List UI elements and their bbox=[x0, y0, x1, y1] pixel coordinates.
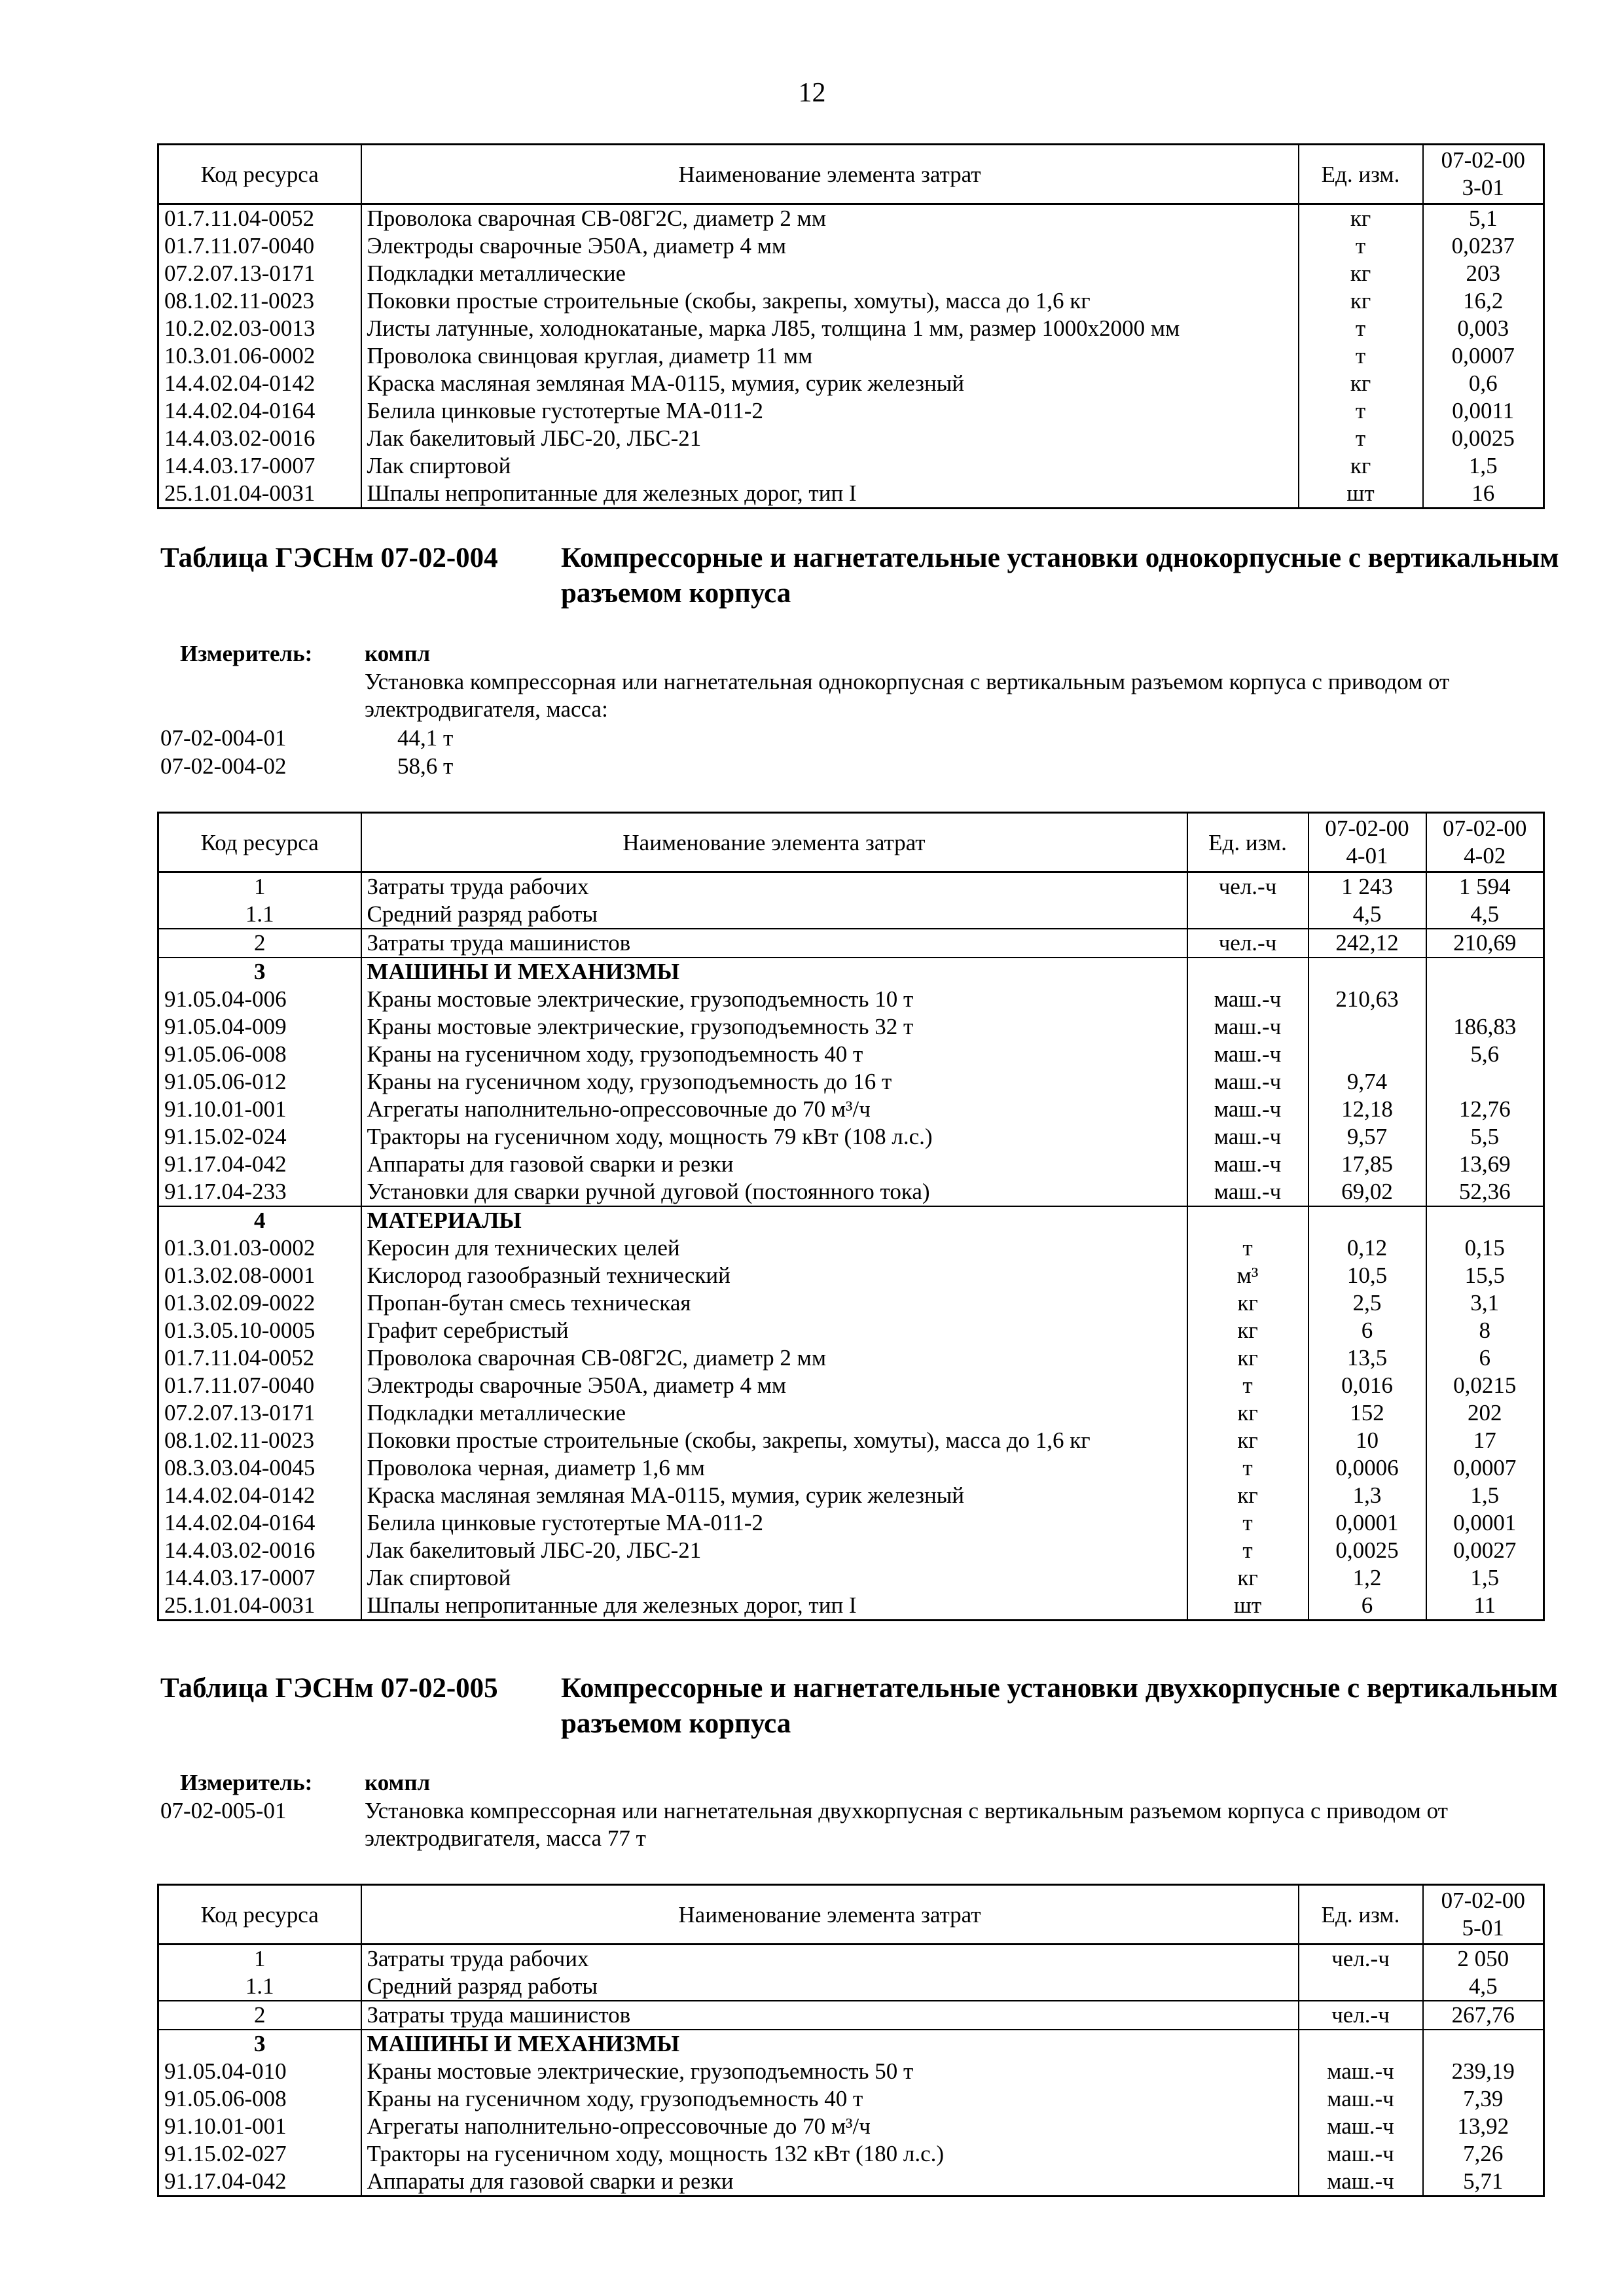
cell-v2: 8 bbox=[1426, 1317, 1544, 1344]
cell-unit: маш.-ч bbox=[1187, 986, 1308, 1013]
cell-v2: 5,5 bbox=[1426, 1123, 1544, 1151]
header-unit: Ед. изм. bbox=[1299, 1885, 1423, 1945]
cell-unit bbox=[1187, 958, 1308, 986]
table-row bbox=[158, 342, 1544, 370]
table-row bbox=[158, 315, 1544, 342]
meter-description: Установка компрессорная или нагнетательная двухкорпусная с вертикальным разъемом корпуса с приводом от электродвигателя, масса 77 т bbox=[365, 1798, 1448, 1851]
table-row bbox=[158, 1454, 1544, 1482]
cell-v1: 5,71 bbox=[1423, 2168, 1544, 2197]
page-number: 12 bbox=[798, 78, 826, 108]
cell-name: Краны мостовые электрические, грузоподъемность 32 т bbox=[361, 1013, 1187, 1041]
cell-code: 91.15.02-027 bbox=[158, 2140, 361, 2168]
cell-v1: 0,003 bbox=[1423, 315, 1544, 342]
cell-v1: 7,26 bbox=[1423, 2140, 1544, 2168]
cell-name: Электроды сварочные Э50А, диаметр 4 мм bbox=[361, 232, 1299, 260]
cell-unit: т bbox=[1299, 425, 1423, 452]
cell-v1: 0,0237 bbox=[1423, 232, 1544, 260]
cell-code: 91.05.04-009 bbox=[158, 1013, 361, 1041]
table-row bbox=[158, 2113, 1544, 2140]
cell-name: Лак спиртовой bbox=[361, 1564, 1187, 1592]
cell-code: 14.4.03.02-0016 bbox=[158, 425, 361, 452]
cell-v2 bbox=[1426, 1206, 1544, 1234]
cell-name: Краны мостовые электрические, грузоподъемность 50 т bbox=[361, 2058, 1299, 2085]
cell-v2: 1,5 bbox=[1426, 1482, 1544, 1509]
cell-v1: 6 bbox=[1308, 1592, 1426, 1621]
cell-code: 01.7.11.07-0040 bbox=[158, 232, 361, 260]
table-row bbox=[158, 1234, 1544, 1262]
cell-v2: 4,5 bbox=[1426, 901, 1544, 929]
cell-unit: кг bbox=[1187, 1344, 1308, 1372]
cell-v1: 0,0025 bbox=[1308, 1537, 1426, 1564]
table-row bbox=[158, 2168, 1544, 2197]
header-code: Код ресурса bbox=[158, 1885, 361, 1945]
cell-name: Лак бакелитовый ЛБС-20, ЛБС-21 bbox=[361, 425, 1299, 452]
cell-unit: т bbox=[1299, 342, 1423, 370]
cell-name: Поковки простые строительные (скобы, закрепы, хомуты), масса до 1,6 кг bbox=[361, 287, 1299, 315]
table-row bbox=[158, 1592, 1544, 1621]
table-row bbox=[158, 958, 1544, 986]
cell-v2: 11 bbox=[1426, 1592, 1544, 1621]
cell-name: Белила цинковые густотертые МА-011-2 bbox=[361, 1509, 1187, 1537]
cell-name: Шпалы непропитанные для железных дорог, тип I bbox=[361, 1592, 1187, 1621]
cell-code: 91.10.01-001 bbox=[158, 1096, 361, 1123]
cell-code: 91.15.02-024 bbox=[158, 1123, 361, 1151]
table-row bbox=[158, 872, 1544, 901]
cell-v2 bbox=[1426, 958, 1544, 986]
cell-code: 14.4.03.17-0007 bbox=[158, 1564, 361, 1592]
cell-code: 01.3.02.09-0022 bbox=[158, 1289, 361, 1317]
cell-v1 bbox=[1308, 1206, 1426, 1234]
header-name: Наименование элемента затрат bbox=[361, 813, 1187, 872]
cell-code: 91.05.06-008 bbox=[158, 2085, 361, 2113]
header-name: Наименование элемента затрат bbox=[361, 145, 1299, 204]
cell-v1: 4,5 bbox=[1423, 1973, 1544, 2001]
table-row bbox=[158, 1096, 1544, 1123]
cell-code: 14.4.02.04-0142 bbox=[158, 1482, 361, 1509]
cell-code: 2 bbox=[158, 929, 361, 958]
table-row bbox=[158, 2085, 1544, 2113]
cell-v2: 1 594 bbox=[1426, 872, 1544, 901]
cell-v1: 239,19 bbox=[1423, 2058, 1544, 2085]
table-header-row bbox=[158, 813, 1544, 872]
table-row bbox=[158, 1399, 1544, 1427]
cell-v1: 0,0025 bbox=[1423, 425, 1544, 452]
cell-code: 01.7.11.07-0040 bbox=[158, 1372, 361, 1399]
cell-v1: 2 050 bbox=[1423, 1945, 1544, 1973]
cell-name: Поковки простые строительные (скобы, закрепы, хомуты), масса до 1,6 кг bbox=[361, 1427, 1187, 1454]
header-col2: 07-02-004-02 bbox=[1426, 813, 1544, 872]
cell-name: Кислород газообразный технический bbox=[361, 1262, 1187, 1289]
cell-v2: 186,83 bbox=[1426, 1013, 1544, 1041]
cell-code: 4 bbox=[158, 1206, 361, 1234]
item-code: 07-02-004-02 bbox=[160, 753, 287, 779]
cell-unit: чел.-ч bbox=[1187, 872, 1308, 901]
cell-code: 14.4.02.04-0164 bbox=[158, 1509, 361, 1537]
cell-unit: маш.-ч bbox=[1299, 2113, 1423, 2140]
cell-unit: кг bbox=[1187, 1399, 1308, 1427]
cell-unit: маш.-ч bbox=[1187, 1178, 1308, 1206]
cell-name: Средний разряд работы bbox=[361, 1973, 1299, 2001]
cell-v2: 12,76 bbox=[1426, 1096, 1544, 1123]
cell-unit: т bbox=[1299, 315, 1423, 342]
cell-name: Краны на гусеничном ходу, грузоподъемность до 16 т bbox=[361, 1068, 1187, 1096]
cell-v2: 13,69 bbox=[1426, 1151, 1544, 1178]
cell-v1: 12,18 bbox=[1308, 1096, 1426, 1123]
cell-v1: 0,0006 bbox=[1308, 1454, 1426, 1482]
table-row bbox=[158, 260, 1544, 287]
cell-unit bbox=[1187, 1206, 1308, 1234]
cell-unit: т bbox=[1187, 1372, 1308, 1399]
cell-unit: кг bbox=[1299, 452, 1423, 480]
item-code: 07-02-005-01 bbox=[160, 1798, 287, 1823]
cell-code: 10.2.02.03-0013 bbox=[158, 315, 361, 342]
cell-code: 1 bbox=[158, 872, 361, 901]
table-row bbox=[158, 1151, 1544, 1178]
cell-v1: 17,85 bbox=[1308, 1151, 1426, 1178]
table-row bbox=[158, 986, 1544, 1013]
table-row bbox=[158, 1509, 1544, 1537]
table-row bbox=[158, 2058, 1544, 2085]
cell-code: 91.05.04-006 bbox=[158, 986, 361, 1013]
cell-name: Тракторы на гусеничном ходу, мощность 132 кВт (180 л.с.) bbox=[361, 2140, 1299, 2168]
table-header-row bbox=[158, 145, 1544, 204]
cell-code: 08.3.03.04-0045 bbox=[158, 1454, 361, 1482]
cell-v1: 10,5 bbox=[1308, 1262, 1426, 1289]
resource-table-07-02-004 bbox=[157, 812, 1545, 1621]
cell-v2 bbox=[1426, 1068, 1544, 1096]
cell-unit bbox=[1187, 901, 1308, 929]
cell-unit: маш.-ч bbox=[1299, 2140, 1423, 2168]
cell-unit: т bbox=[1187, 1537, 1308, 1564]
cell-name: Лак спиртовой bbox=[361, 452, 1299, 480]
cell-v1: 10 bbox=[1308, 1427, 1426, 1454]
cell-name: Проволока сварочная СВ-08Г2С, диаметр 2 мм bbox=[361, 1344, 1187, 1372]
header-unit: Ед. изм. bbox=[1187, 813, 1308, 872]
cell-name: Затраты труда рабочих bbox=[361, 1945, 1299, 1973]
cell-name: Проволока свинцовая круглая, диаметр 11 мм bbox=[361, 342, 1299, 370]
cell-v1 bbox=[1423, 2030, 1544, 2058]
cell-name: Пропан-бутан смесь техническая bbox=[361, 1289, 1187, 1317]
cell-name: Краны мостовые электрические, грузоподъемность 10 т bbox=[361, 986, 1187, 1013]
cell-v1: 242,12 bbox=[1308, 929, 1426, 958]
cell-v1: 0,0011 bbox=[1423, 397, 1544, 425]
cell-v2: 0,0027 bbox=[1426, 1537, 1544, 1564]
cell-v1: 0,12 bbox=[1308, 1234, 1426, 1262]
cell-unit: кг bbox=[1187, 1289, 1308, 1317]
cell-name: МАТЕРИАЛЫ bbox=[361, 1206, 1187, 1234]
cell-name: Графит серебристый bbox=[361, 1317, 1187, 1344]
item-value: 58,6 т bbox=[397, 753, 454, 779]
table-row bbox=[158, 1262, 1544, 1289]
cell-v1: 5,1 bbox=[1423, 204, 1544, 233]
cell-unit bbox=[1299, 2030, 1423, 2058]
cell-v1 bbox=[1308, 958, 1426, 986]
cell-unit: кг bbox=[1299, 370, 1423, 397]
cell-unit: т bbox=[1187, 1454, 1308, 1482]
cell-name: Агрегаты наполнительно-опрессовочные до 70 м³/ч bbox=[361, 1096, 1187, 1123]
cell-name: Затраты труда машинистов bbox=[361, 2001, 1299, 2030]
cell-unit: чел.-ч bbox=[1299, 2001, 1423, 2030]
header-col1: 07-02-004-01 bbox=[1308, 813, 1426, 872]
cell-unit: маш.-ч bbox=[1187, 1068, 1308, 1096]
table-row bbox=[158, 901, 1544, 929]
cell-name: Листы латунные, холоднокатаные, марка Л85, толщина 1 мм, размер 1000х2000 мм bbox=[361, 315, 1299, 342]
cell-unit: кг bbox=[1187, 1564, 1308, 1592]
cell-v1: 0,016 bbox=[1308, 1372, 1426, 1399]
cell-v2: 17 bbox=[1426, 1427, 1544, 1454]
table-row bbox=[158, 1945, 1544, 1973]
cell-unit: шт bbox=[1299, 480, 1423, 509]
cell-code: 08.1.02.11-0023 bbox=[158, 287, 361, 315]
table-row bbox=[158, 480, 1544, 509]
meter-label: Измеритель: bbox=[180, 641, 313, 666]
table-row bbox=[158, 425, 1544, 452]
cell-v1: 69,02 bbox=[1308, 1178, 1426, 1206]
cell-v2: 1,5 bbox=[1426, 1564, 1544, 1592]
table-name: Компрессорные и нагнетательные установки двухкорпусные с вертикальным разъемом корпуса bbox=[561, 1673, 1558, 1739]
item-code: 07-02-004-01 bbox=[160, 725, 287, 751]
cell-unit: маш.-ч bbox=[1299, 2168, 1423, 2197]
cell-v1 bbox=[1308, 1041, 1426, 1068]
cell-name: Краны на гусеничном ходу, грузоподъемность 40 т bbox=[361, 2085, 1299, 2113]
header-code: Код ресурса bbox=[158, 145, 361, 204]
meter-unit: компл bbox=[365, 1770, 431, 1795]
cell-v2: 202 bbox=[1426, 1399, 1544, 1427]
meter-label: Измеритель: bbox=[180, 1770, 313, 1795]
cell-unit: м³ bbox=[1187, 1262, 1308, 1289]
cell-v1 bbox=[1308, 1013, 1426, 1041]
cell-name: Лак бакелитовый ЛБС-20, ЛБС-21 bbox=[361, 1537, 1187, 1564]
cell-name: Затраты труда рабочих bbox=[361, 872, 1187, 901]
table-row bbox=[158, 1537, 1544, 1564]
cell-name: Тракторы на гусеничном ходу, мощность 79 кВт (108 л.с.) bbox=[361, 1123, 1187, 1151]
table-row bbox=[158, 1289, 1544, 1317]
cell-code: 91.05.04-010 bbox=[158, 2058, 361, 2085]
cell-unit: шт bbox=[1187, 1592, 1308, 1621]
table-code: Таблица ГЭСНм 07-02-005 bbox=[160, 1673, 498, 1704]
cell-unit: маш.-ч bbox=[1187, 1013, 1308, 1041]
cell-name: Проволока черная, диаметр 1,6 мм bbox=[361, 1454, 1187, 1482]
cell-code: 1 bbox=[158, 1945, 361, 1973]
cell-code: 01.7.11.04-0052 bbox=[158, 1344, 361, 1372]
cell-name: МАШИНЫ И МЕХАНИЗМЫ bbox=[361, 958, 1187, 986]
cell-code: 3 bbox=[158, 958, 361, 986]
cell-name: Средний разряд работы bbox=[361, 901, 1187, 929]
table-row bbox=[158, 1068, 1544, 1096]
header-name: Наименование элемента затрат bbox=[361, 1885, 1299, 1945]
cell-name: Краска масляная земляная МА-0115, мумия, сурик железный bbox=[361, 1482, 1187, 1509]
table-row bbox=[158, 1344, 1544, 1372]
table-row bbox=[158, 1482, 1544, 1509]
meter-description: Установка компрессорная или нагнетательная однокорпусная с вертикальным разъемом корпуса с приводом от электродвигателя, масса: bbox=[365, 669, 1450, 722]
cell-code: 08.1.02.11-0023 bbox=[158, 1427, 361, 1454]
cell-code: 14.4.02.04-0164 bbox=[158, 397, 361, 425]
cell-v1: 152 bbox=[1308, 1399, 1426, 1427]
cell-code: 01.3.01.03-0002 bbox=[158, 1234, 361, 1262]
table-row bbox=[158, 1372, 1544, 1399]
cell-code: 91.05.06-008 bbox=[158, 1041, 361, 1068]
cell-code: 01.3.05.10-0005 bbox=[158, 1317, 361, 1344]
header-unit: Ед. изм. bbox=[1299, 145, 1423, 204]
cell-unit: кг bbox=[1187, 1427, 1308, 1454]
cell-v1: 6 bbox=[1308, 1317, 1426, 1344]
cell-name: МАШИНЫ И МЕХАНИЗМЫ bbox=[361, 2030, 1299, 2058]
cell-v1: 16 bbox=[1423, 480, 1544, 509]
header-col1: 07-02-005-01 bbox=[1423, 1885, 1544, 1945]
cell-v2: 0,15 bbox=[1426, 1234, 1544, 1262]
table-row bbox=[158, 2030, 1544, 2058]
cell-v2: 3,1 bbox=[1426, 1289, 1544, 1317]
cell-code: 01.3.02.08-0001 bbox=[158, 1262, 361, 1289]
cell-unit: маш.-ч bbox=[1187, 1123, 1308, 1151]
item-value: 44,1 т bbox=[397, 725, 454, 751]
cell-unit bbox=[1299, 1973, 1423, 2001]
cell-v1: 1,2 bbox=[1308, 1564, 1426, 1592]
cell-unit: т bbox=[1187, 1509, 1308, 1537]
table-row bbox=[158, 287, 1544, 315]
cell-code: 2 bbox=[158, 2001, 361, 2030]
table-row bbox=[158, 1973, 1544, 2001]
cell-v1: 0,6 bbox=[1423, 370, 1544, 397]
cell-v1: 203 bbox=[1423, 260, 1544, 287]
cell-code: 14.4.02.04-0142 bbox=[158, 370, 361, 397]
resource-table-07-02-005 bbox=[157, 1884, 1545, 2197]
cell-code: 07.2.07.13-0171 bbox=[158, 260, 361, 287]
header-code: Код ресурса bbox=[158, 813, 361, 872]
cell-code: 25.1.01.04-0031 bbox=[158, 480, 361, 509]
table-row bbox=[158, 1013, 1544, 1041]
cell-unit: т bbox=[1187, 1234, 1308, 1262]
cell-v1: 210,63 bbox=[1308, 986, 1426, 1013]
cell-v2: 5,6 bbox=[1426, 1041, 1544, 1068]
cell-name: Установки для сварки ручной дуговой (постоянного тока) bbox=[361, 1178, 1187, 1206]
cell-name: Шпалы непропитанные для железных дорог, тип I bbox=[361, 480, 1299, 509]
cell-v2: 210,69 bbox=[1426, 929, 1544, 958]
table-row bbox=[158, 232, 1544, 260]
table-header-row bbox=[158, 1885, 1544, 1945]
table-row bbox=[158, 929, 1544, 958]
cell-name: Краны на гусеничном ходу, грузоподъемность 40 т bbox=[361, 1041, 1187, 1068]
cell-unit: кг bbox=[1187, 1482, 1308, 1509]
table-row bbox=[158, 1564, 1544, 1592]
cell-v2: 0,0001 bbox=[1426, 1509, 1544, 1537]
cell-unit: кг bbox=[1299, 260, 1423, 287]
cell-code: 14.4.03.02-0016 bbox=[158, 1537, 361, 1564]
cell-code: 07.2.07.13-0171 bbox=[158, 1399, 361, 1427]
cell-code: 10.3.01.06-0002 bbox=[158, 342, 361, 370]
cell-name: Подкладки металлические bbox=[361, 260, 1299, 287]
meter-unit: компл bbox=[365, 641, 431, 666]
table-name: Компрессорные и нагнетательные установки однокорпусные с вертикальным разъемом корпуса bbox=[561, 543, 1559, 609]
cell-unit: маш.-ч bbox=[1187, 1041, 1308, 1068]
table-row bbox=[158, 1206, 1544, 1234]
cell-code: 91.05.06-012 bbox=[158, 1068, 361, 1096]
cell-v2: 52,36 bbox=[1426, 1178, 1544, 1206]
resource-table-07-02-003 bbox=[157, 143, 1545, 509]
cell-name: Подкладки металлические bbox=[361, 1399, 1187, 1427]
table-row bbox=[158, 1427, 1544, 1454]
cell-v2 bbox=[1426, 986, 1544, 1013]
cell-v1: 9,57 bbox=[1308, 1123, 1426, 1151]
cell-code: 91.10.01-001 bbox=[158, 2113, 361, 2140]
table-code: Таблица ГЭСНм 07-02-004 bbox=[160, 543, 498, 573]
cell-v1: 2,5 bbox=[1308, 1289, 1426, 1317]
table-row bbox=[158, 397, 1544, 425]
table-row bbox=[158, 1041, 1544, 1068]
cell-v1: 16,2 bbox=[1423, 287, 1544, 315]
table-row bbox=[158, 2001, 1544, 2030]
cell-unit: маш.-ч bbox=[1187, 1096, 1308, 1123]
cell-v2: 15,5 bbox=[1426, 1262, 1544, 1289]
cell-name: Краска масляная земляная МА-0115, мумия, сурик железный bbox=[361, 370, 1299, 397]
cell-unit: т bbox=[1299, 232, 1423, 260]
cell-code: 01.7.11.04-0052 bbox=[158, 204, 361, 233]
cell-unit: маш.-ч bbox=[1299, 2085, 1423, 2113]
cell-unit: маш.-ч bbox=[1299, 2058, 1423, 2085]
table-row bbox=[158, 1317, 1544, 1344]
header-col1: 07-02-003-01 bbox=[1423, 145, 1544, 204]
cell-v1: 4,5 bbox=[1308, 901, 1426, 929]
cell-unit: кг bbox=[1299, 287, 1423, 315]
table-row bbox=[158, 452, 1544, 480]
cell-v1: 1 243 bbox=[1308, 872, 1426, 901]
cell-unit: кг bbox=[1187, 1317, 1308, 1344]
table-row bbox=[158, 370, 1544, 397]
cell-name: Аппараты для газовой сварки и резки bbox=[361, 2168, 1299, 2197]
cell-unit: чел.-ч bbox=[1299, 1945, 1423, 1973]
cell-v1: 13,92 bbox=[1423, 2113, 1544, 2140]
cell-code: 1.1 bbox=[158, 1973, 361, 2001]
cell-unit: чел.-ч bbox=[1187, 929, 1308, 958]
cell-v2: 6 bbox=[1426, 1344, 1544, 1372]
cell-v1: 13,5 bbox=[1308, 1344, 1426, 1372]
cell-v2: 0,0215 bbox=[1426, 1372, 1544, 1399]
cell-name: Затраты труда машинистов bbox=[361, 929, 1187, 958]
table-row bbox=[158, 1123, 1544, 1151]
cell-v1: 267,76 bbox=[1423, 2001, 1544, 2030]
cell-name: Аппараты для газовой сварки и резки bbox=[361, 1151, 1187, 1178]
cell-unit: кг bbox=[1299, 204, 1423, 233]
cell-name: Электроды сварочные Э50А, диаметр 4 мм bbox=[361, 1372, 1187, 1399]
cell-v2: 0,0007 bbox=[1426, 1454, 1544, 1482]
cell-name: Белила цинковые густотертые МА-011-2 bbox=[361, 397, 1299, 425]
cell-name: Агрегаты наполнительно-опрессовочные до 70 м³/ч bbox=[361, 2113, 1299, 2140]
cell-unit: т bbox=[1299, 397, 1423, 425]
table-row bbox=[158, 204, 1544, 233]
cell-v1: 7,39 bbox=[1423, 2085, 1544, 2113]
table-row bbox=[158, 2140, 1544, 2168]
cell-code: 91.17.04-042 bbox=[158, 2168, 361, 2197]
cell-v1: 9,74 bbox=[1308, 1068, 1426, 1096]
cell-code: 91.17.04-042 bbox=[158, 1151, 361, 1178]
cell-v1: 0,0001 bbox=[1308, 1509, 1426, 1537]
cell-v1: 0,0007 bbox=[1423, 342, 1544, 370]
cell-code: 14.4.03.17-0007 bbox=[158, 452, 361, 480]
table-row bbox=[158, 1178, 1544, 1206]
cell-v1: 1,5 bbox=[1423, 452, 1544, 480]
cell-v1: 1,3 bbox=[1308, 1482, 1426, 1509]
cell-code: 91.17.04-233 bbox=[158, 1178, 361, 1206]
cell-code: 1.1 bbox=[158, 901, 361, 929]
cell-code: 3 bbox=[158, 2030, 361, 2058]
cell-name: Проволока сварочная СВ-08Г2С, диаметр 2 мм bbox=[361, 204, 1299, 233]
cell-name: Керосин для технических целей bbox=[361, 1234, 1187, 1262]
cell-code: 25.1.01.04-0031 bbox=[158, 1592, 361, 1621]
cell-unit: маш.-ч bbox=[1187, 1151, 1308, 1178]
